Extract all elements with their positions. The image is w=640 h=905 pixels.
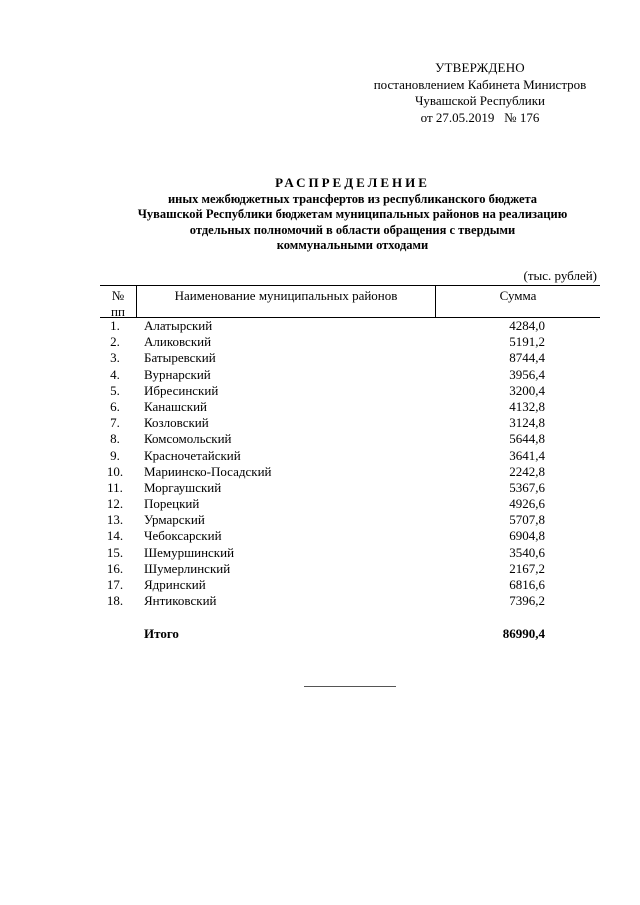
table-row <box>100 318 600 334</box>
table-row <box>100 334 600 350</box>
row-district-name: Комсомольский <box>144 431 232 447</box>
row-district-name: Алатырский <box>144 318 213 333</box>
row-number: 4. <box>110 366 120 382</box>
row-district-name: Вурнарский <box>144 366 211 382</box>
approval-line-3: от 27.05.2019 № 176 <box>420 109 540 125</box>
row-number: 15. <box>106 544 124 560</box>
row-sum: 5191,2 <box>509 334 545 350</box>
row-district-name: Янтиковский <box>144 593 217 609</box>
table-row <box>100 415 600 431</box>
header-sum: Сумма <box>499 288 537 303</box>
row-sum: 4132,8 <box>509 398 545 414</box>
row-sum: 7396,2 <box>509 593 545 609</box>
row-number: 5. <box>110 382 120 398</box>
row-number: 14. <box>106 528 124 544</box>
title-line-2: Чувашской Республики бюджетам муниципальных районов на реализацию <box>137 207 568 221</box>
row-sum: 6904,8 <box>509 528 545 544</box>
header-num-line-1: № <box>111 288 125 303</box>
row-sum: 4926,6 <box>509 496 545 512</box>
header-num <box>100 288 136 320</box>
row-sum: 3956,4 <box>509 366 545 382</box>
table-row <box>100 399 600 415</box>
row-number: 6. <box>110 398 120 414</box>
footer-divider <box>304 686 396 687</box>
row-sum: 5707,8 <box>509 512 545 528</box>
row-sum: 5644,8 <box>509 431 545 447</box>
approval-heading: УТВЕРЖДЕНО <box>435 60 525 75</box>
row-district-name: Порецкий <box>144 496 200 512</box>
table-row <box>100 496 600 512</box>
row-number: 1. <box>110 318 120 333</box>
total-row <box>100 626 600 642</box>
row-number: 16. <box>106 560 124 576</box>
row-number: 18. <box>106 593 124 609</box>
row-district-name: Мариинско-Посадский <box>144 463 272 479</box>
row-number: 3. <box>110 350 120 366</box>
row-district-name: Аликовский <box>144 334 212 350</box>
title-main: РАСПРЕДЕЛЕНИЕ <box>275 175 430 190</box>
row-number: 13. <box>106 512 124 528</box>
row-number: 7. <box>110 415 120 431</box>
row-number: 9. <box>110 447 120 463</box>
table-row <box>100 480 600 496</box>
row-district-name: Урмарский <box>144 512 205 528</box>
total-value: 86990,4 <box>502 626 545 641</box>
table-row <box>100 383 600 399</box>
row-district-name: Козловский <box>144 415 209 431</box>
row-district-name: Моргаушский <box>144 479 222 495</box>
row-number: 10. <box>106 463 124 479</box>
total-label: Итого <box>144 626 179 641</box>
row-sum: 8744,4 <box>509 350 545 366</box>
table-row <box>100 561 600 577</box>
row-district-name: Ибресинский <box>144 382 219 398</box>
row-district-name: Шемуршинский <box>144 544 235 560</box>
header-num-line-2: пп <box>111 304 125 319</box>
row-sum: 2167,2 <box>509 560 545 576</box>
title-line-4: коммунальными отходами <box>276 238 429 252</box>
document-title <box>80 175 625 254</box>
approval-block <box>355 60 605 126</box>
approval-line-1: постановлением Кабинета Министров <box>373 76 587 92</box>
table-row <box>100 431 600 447</box>
table-body <box>100 318 600 609</box>
table-row <box>100 528 600 544</box>
row-sum: 4284,0 <box>509 318 545 333</box>
row-district-name: Шумерлинский <box>144 560 231 576</box>
row-sum: 2242,8 <box>509 463 545 479</box>
row-district-name: Красночетайский <box>144 447 241 463</box>
row-district-name: Ядринский <box>144 577 206 592</box>
title-line-1: иных межбюджетных трансфертов из республиканского бюджета <box>167 191 538 206</box>
row-number: 8. <box>110 431 120 447</box>
table-row <box>100 545 600 561</box>
row-sum: 5367,6 <box>509 479 545 495</box>
row-sum: 3124,8 <box>509 415 545 431</box>
table-top-border <box>100 285 600 286</box>
table-row <box>100 350 600 366</box>
table-row <box>100 593 600 609</box>
table-row <box>100 577 600 593</box>
units-label: (тыс. рублей) <box>523 268 597 283</box>
approval-line-2: Чувашской Республики <box>414 93 546 108</box>
row-district-name: Батыревский <box>144 350 216 366</box>
row-sum: 3200,4 <box>509 382 545 398</box>
row-district-name: Чебоксарский <box>144 528 222 544</box>
row-number: 12. <box>106 496 124 512</box>
row-sum: 6816,6 <box>509 577 545 592</box>
row-sum: 3540,6 <box>509 544 545 560</box>
table-row <box>100 448 600 464</box>
row-sum: 3641,4 <box>509 447 545 463</box>
header-name: Наименование муниципальных районов <box>174 288 398 303</box>
row-district-name: Канашский <box>144 398 208 414</box>
row-number: 17. <box>106 577 124 592</box>
row-number: 2. <box>110 334 120 350</box>
table-row <box>100 367 600 383</box>
title-line-3: отдельных полномочий в области обращения с твердыми <box>189 222 516 237</box>
table-row <box>100 464 600 480</box>
table-row <box>100 512 600 528</box>
row-number: 11. <box>107 479 123 495</box>
